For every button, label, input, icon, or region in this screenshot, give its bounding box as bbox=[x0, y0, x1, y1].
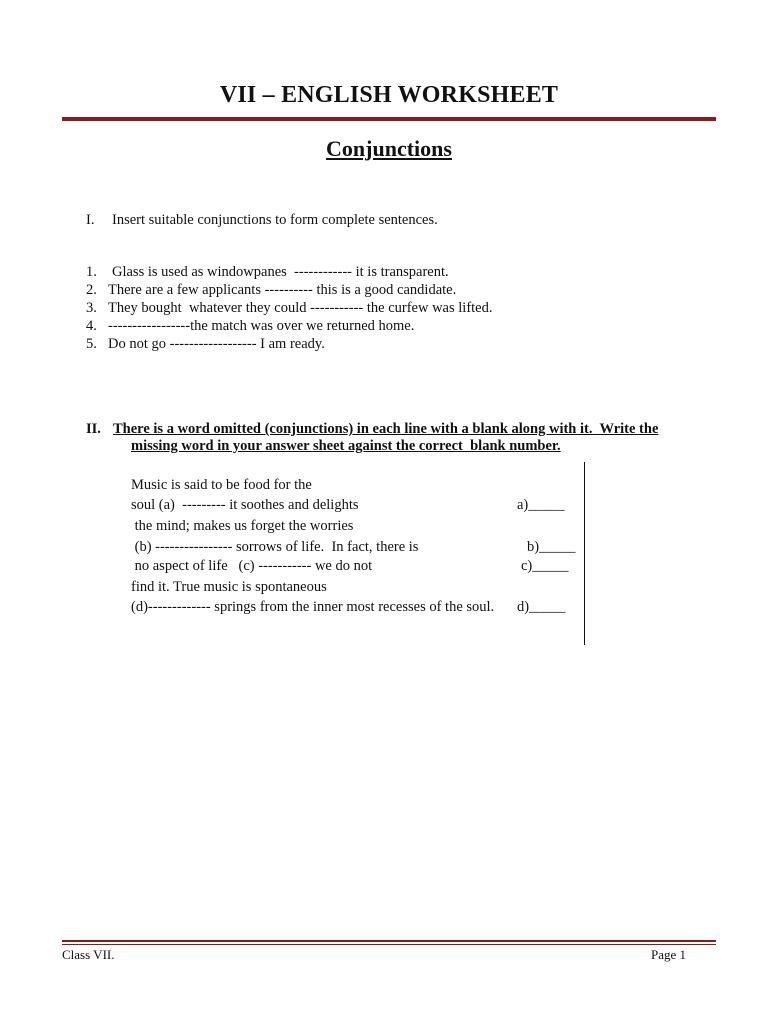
passage-line: Music is said to be food for the bbox=[131, 477, 312, 493]
question-number: 3. bbox=[86, 300, 97, 316]
section-2-instruction-line1: There is a word omitted (conjunctions) in each line with a blank along with it. Write the bbox=[113, 421, 659, 437]
question-number: 5. bbox=[86, 336, 97, 352]
passage-line: soul (a) --------- it soothes and delights bbox=[131, 497, 359, 513]
passage-divider bbox=[584, 462, 585, 645]
section-1-instruction: Insert suitable conjunctions to form complete sentences. bbox=[112, 212, 438, 228]
passage-line: no aspect of life (c) ----------- we do not bbox=[131, 558, 373, 574]
passage-line: find it. True music is spontaneous bbox=[131, 579, 327, 595]
header-rule bbox=[62, 117, 716, 121]
footer-page-number: Page 1 bbox=[651, 947, 687, 962]
section-2-numeral: II. bbox=[86, 421, 101, 437]
worksheet-subtitle: Conjunctions bbox=[326, 136, 452, 161]
footer-rule-thin bbox=[62, 944, 716, 945]
question-text: -----------------the match was over we returned home. bbox=[108, 318, 415, 334]
answer-blank: c)_____ bbox=[521, 558, 569, 574]
section-2-instruction-line2: missing word in your answer sheet against the correct blank number. bbox=[131, 438, 561, 454]
question-text: There are a few applicants ---------- this is a good candidate. bbox=[108, 282, 457, 298]
question-text: Glass is used as windowpanes ------------ it is transparent. bbox=[112, 264, 449, 280]
answer-blank: b)_____ bbox=[527, 539, 576, 555]
passage-line: (b) ---------------- sorrows of life. In fact, there is bbox=[131, 539, 419, 555]
footer-rule bbox=[62, 940, 716, 942]
worksheet-title: VII – ENGLISH WORKSHEET bbox=[219, 82, 559, 108]
question-text: They bought whatever they could ----------- the curfew was lifted. bbox=[108, 300, 493, 316]
passage-line: (d)------------- springs from the inner most recesses of the soul. bbox=[131, 599, 495, 615]
footer-class-label: Class VII. bbox=[62, 947, 115, 962]
question-text: Do not go ------------------ I am ready. bbox=[108, 336, 325, 352]
question-number: 2. bbox=[86, 282, 97, 298]
passage-line: the mind; makes us forget the worries bbox=[131, 518, 354, 534]
answer-blank: a)_____ bbox=[517, 497, 565, 513]
question-number: 4. bbox=[86, 318, 97, 334]
section-1-numeral: I. bbox=[86, 212, 95, 228]
question-number: 1. bbox=[86, 264, 97, 280]
answer-blank: d)_____ bbox=[517, 599, 566, 615]
